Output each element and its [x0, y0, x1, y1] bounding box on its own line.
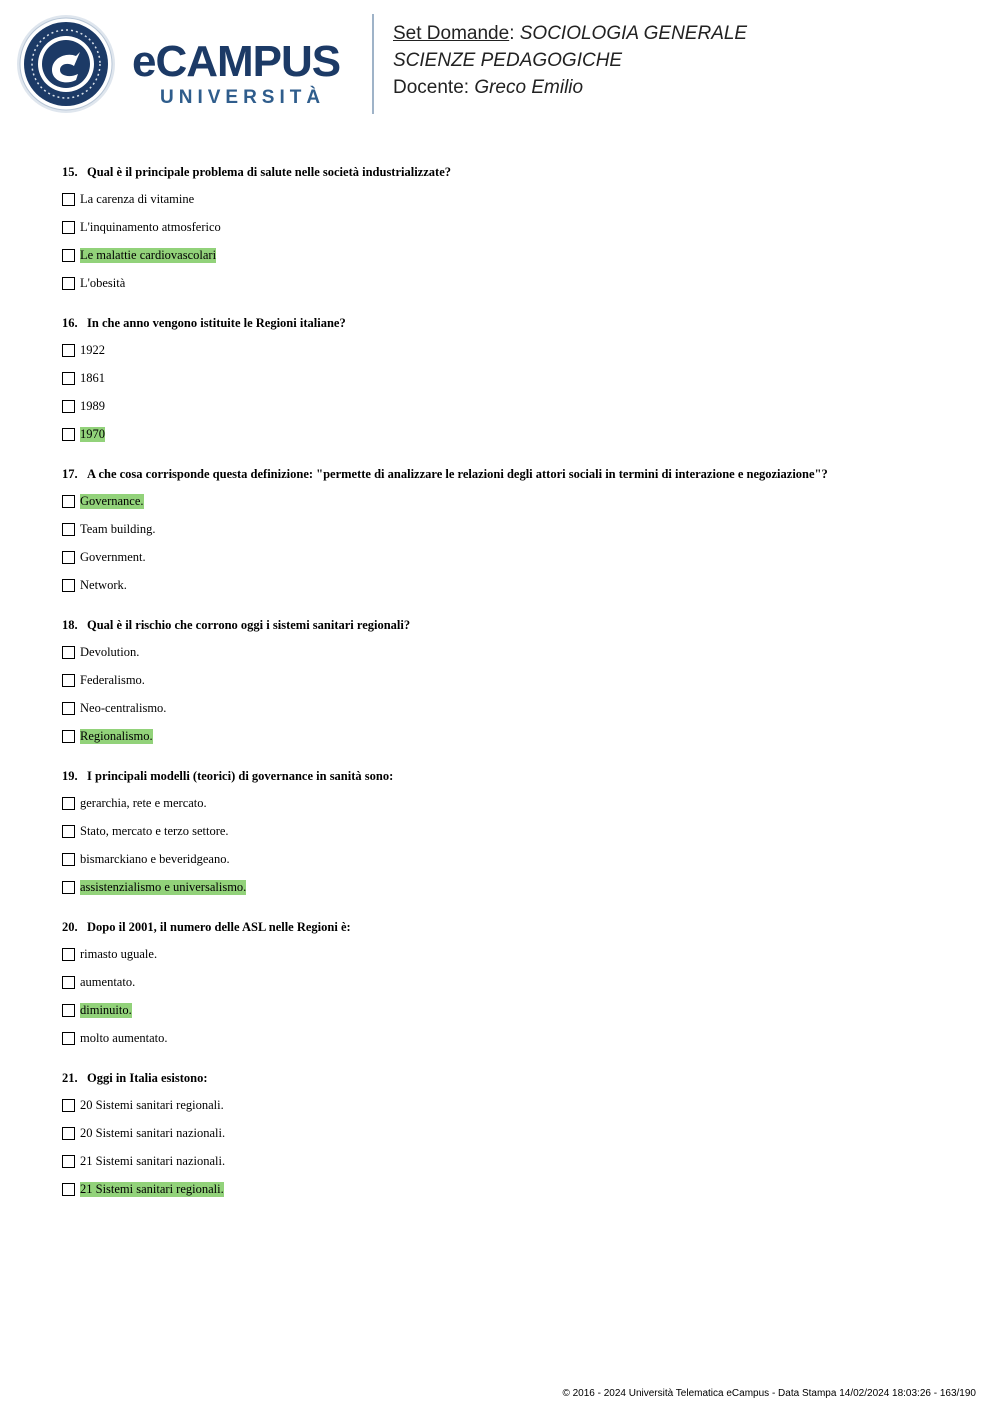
answer-text: Government.: [80, 550, 146, 564]
answer-checkbox[interactable]: [62, 1099, 75, 1112]
answer-text-correct: Regionalismo.: [80, 729, 153, 743]
answer-text-correct: Le malattie cardiovascolari: [80, 248, 217, 262]
answer-option[interactable]: [62, 878, 942, 906]
answer-option[interactable]: [62, 520, 942, 548]
answer-option[interactable]: [62, 1096, 942, 1124]
answer-option[interactable]: [62, 850, 942, 878]
question-text: Qual è il rischio che corrono oggi i sistemi sanitari regionali?: [87, 618, 411, 632]
answer-option[interactable]: [62, 246, 942, 274]
question-text: I principali modelli (teorici) di governance in sanità sono:: [87, 769, 394, 783]
program-name: SCIENZE PEDAGOGICHE: [393, 50, 623, 71]
answer-checkbox[interactable]: [62, 674, 75, 687]
answer-checkbox[interactable]: [62, 551, 75, 564]
answer-option[interactable]: [62, 425, 942, 453]
question-block: [62, 919, 942, 1057]
answer-text: Network.: [80, 578, 127, 592]
answer-checkbox[interactable]: [62, 1127, 75, 1140]
answer-checkbox[interactable]: [62, 1032, 75, 1045]
question-block: [62, 466, 942, 604]
question-text: Qual è il principale problema di salute nelle società industrializzate?: [87, 165, 451, 179]
university-seal-logo: [16, 14, 116, 114]
logo-main-text: eCAMPUS: [132, 37, 341, 86]
answer-checkbox[interactable]: [62, 372, 75, 385]
question-title: [62, 617, 942, 633]
answer-option[interactable]: [62, 945, 942, 973]
answer-checkbox[interactable]: [62, 249, 75, 262]
question-text: Dopo il 2001, il numero delle ASL nelle Regioni è:: [87, 920, 351, 934]
answer-option[interactable]: [62, 699, 942, 727]
question-title: [62, 1070, 942, 1086]
answer-option[interactable]: [62, 576, 942, 604]
header-divider: [372, 14, 374, 114]
answer-option[interactable]: [62, 1029, 942, 1057]
header-info: [393, 20, 747, 101]
answer-text: 1989: [80, 399, 105, 413]
answer-text: 21 Sistemi sanitari nazionali.: [80, 1154, 226, 1168]
answer-checkbox[interactable]: [62, 1155, 75, 1168]
question-number: 16.: [62, 316, 78, 330]
answer-option[interactable]: [62, 274, 942, 302]
answer-option[interactable]: [62, 397, 942, 425]
teacher-label: Docente:: [393, 77, 475, 98]
answer-checkbox[interactable]: [62, 1183, 75, 1196]
teacher-name: Greco Emilio: [474, 77, 584, 98]
question-number: 17.: [62, 467, 78, 481]
option-list: [62, 492, 942, 604]
question-block: [62, 617, 942, 755]
answer-checkbox[interactable]: [62, 523, 75, 536]
option-list: [62, 190, 942, 302]
answer-text: molto aumentato.: [80, 1031, 168, 1045]
page-footer: © 2016 - 2024 Università Telematica eCampus - Data Stampa 14/02/2024 18:03:26 - 163/190: [562, 1388, 976, 1399]
option-list: [62, 341, 942, 453]
question-block: [62, 315, 942, 453]
logo-sub-text: UNIVERSITÀ: [160, 87, 326, 108]
page-header: [0, 0, 1000, 130]
answer-checkbox[interactable]: [62, 428, 75, 441]
answer-text-correct: Governance.: [80, 494, 144, 508]
question-number: 21.: [62, 1071, 78, 1085]
answer-option[interactable]: [62, 973, 942, 1001]
question-title: [62, 466, 942, 482]
answer-option[interactable]: [62, 1001, 942, 1029]
answer-text: La carenza di vitamine: [80, 192, 195, 206]
question-text: Oggi in Italia esistono:: [87, 1071, 208, 1085]
answer-text-correct: 1970: [80, 427, 105, 441]
answer-checkbox[interactable]: [62, 221, 75, 234]
answer-text: gerarchia, rete e mercato.: [80, 796, 207, 810]
question-title: [62, 768, 942, 784]
answer-text-correct: diminuito.: [80, 1003, 132, 1017]
answer-option[interactable]: [62, 1180, 942, 1208]
question-block: [62, 164, 942, 302]
answer-checkbox[interactable]: [62, 976, 75, 989]
answer-option[interactable]: [62, 1124, 942, 1152]
answer-text: 1922: [80, 343, 105, 357]
answer-checkbox[interactable]: [62, 797, 75, 810]
option-list: [62, 643, 942, 755]
answer-option[interactable]: [62, 548, 942, 576]
answer-option[interactable]: [62, 218, 942, 246]
answer-text: Stato, mercato e terzo settore.: [80, 824, 229, 838]
answer-text-correct: 21 Sistemi sanitari regionali.: [80, 1182, 224, 1196]
answer-checkbox[interactable]: [62, 881, 75, 894]
question-text: A che cosa corrisponde questa definizione: "permette di analizzare le relazioni degli attori sociali in termini di interazione e negoziazione"?: [87, 467, 828, 481]
answer-checkbox[interactable]: [62, 344, 75, 357]
answer-option[interactable]: [62, 369, 942, 397]
answer-checkbox[interactable]: [62, 193, 75, 206]
answer-checkbox[interactable]: [62, 646, 75, 659]
answer-text: Neo-centralismo.: [80, 701, 167, 715]
answer-text: L'obesità: [80, 276, 126, 290]
set-label: Set Domande: [393, 23, 510, 44]
answer-option[interactable]: [62, 822, 942, 850]
course-name: SOCIOLOGIA GENERALE: [519, 23, 748, 44]
question-block: [62, 768, 942, 906]
answer-option[interactable]: [62, 492, 942, 520]
answer-text: aumentato.: [80, 975, 136, 989]
answer-checkbox[interactable]: [62, 702, 75, 715]
answer-text: L'inquinamento atmosferico: [80, 220, 221, 234]
answer-text: 1861: [80, 371, 105, 385]
set-line: [393, 20, 747, 47]
question-title: [62, 164, 942, 180]
answer-text-correct: assistenzialismo e universalismo.: [80, 880, 247, 894]
answer-option[interactable]: [62, 643, 942, 671]
answer-checkbox[interactable]: [62, 579, 75, 592]
question-title: [62, 919, 942, 935]
question-number: 18.: [62, 618, 78, 632]
set-separator: :: [509, 23, 515, 44]
answer-text: Federalismo.: [80, 673, 145, 687]
answer-option[interactable]: [62, 1152, 942, 1180]
answer-checkbox[interactable]: [62, 853, 75, 866]
answer-checkbox[interactable]: [62, 730, 75, 743]
answer-text: rimasto uguale.: [80, 947, 158, 961]
question-title: [62, 315, 942, 331]
answer-text: 20 Sistemi sanitari nazionali.: [80, 1126, 226, 1140]
answer-checkbox[interactable]: [62, 825, 75, 838]
answer-checkbox[interactable]: [62, 1004, 75, 1017]
option-list: [62, 794, 942, 906]
question-number: 19.: [62, 769, 78, 783]
answer-checkbox[interactable]: [62, 277, 75, 290]
question-block: [62, 1070, 942, 1208]
answer-text: Devolution.: [80, 645, 140, 659]
question-number: 15.: [62, 165, 78, 179]
answer-checkbox[interactable]: [62, 948, 75, 961]
option-list: [62, 1096, 942, 1208]
question-number: 20.: [62, 920, 78, 934]
answer-text: Team building.: [80, 522, 156, 536]
question-text: In che anno vengono istituite le Regioni italiane?: [87, 316, 346, 330]
answer-text: 20 Sistemi sanitari regionali.: [80, 1098, 224, 1112]
answer-option[interactable]: [62, 727, 942, 755]
answer-option[interactable]: [62, 190, 942, 218]
answer-option[interactable]: [62, 794, 942, 822]
teacher-line: [393, 74, 747, 101]
option-list: [62, 945, 942, 1057]
ecampus-wordmark: [132, 37, 341, 108]
answer-text: bismarckiano e beveridgeano.: [80, 852, 230, 866]
answer-option[interactable]: [62, 671, 942, 699]
answer-checkbox[interactable]: [62, 400, 75, 413]
answer-option[interactable]: [62, 341, 942, 369]
answer-checkbox[interactable]: [62, 495, 75, 508]
